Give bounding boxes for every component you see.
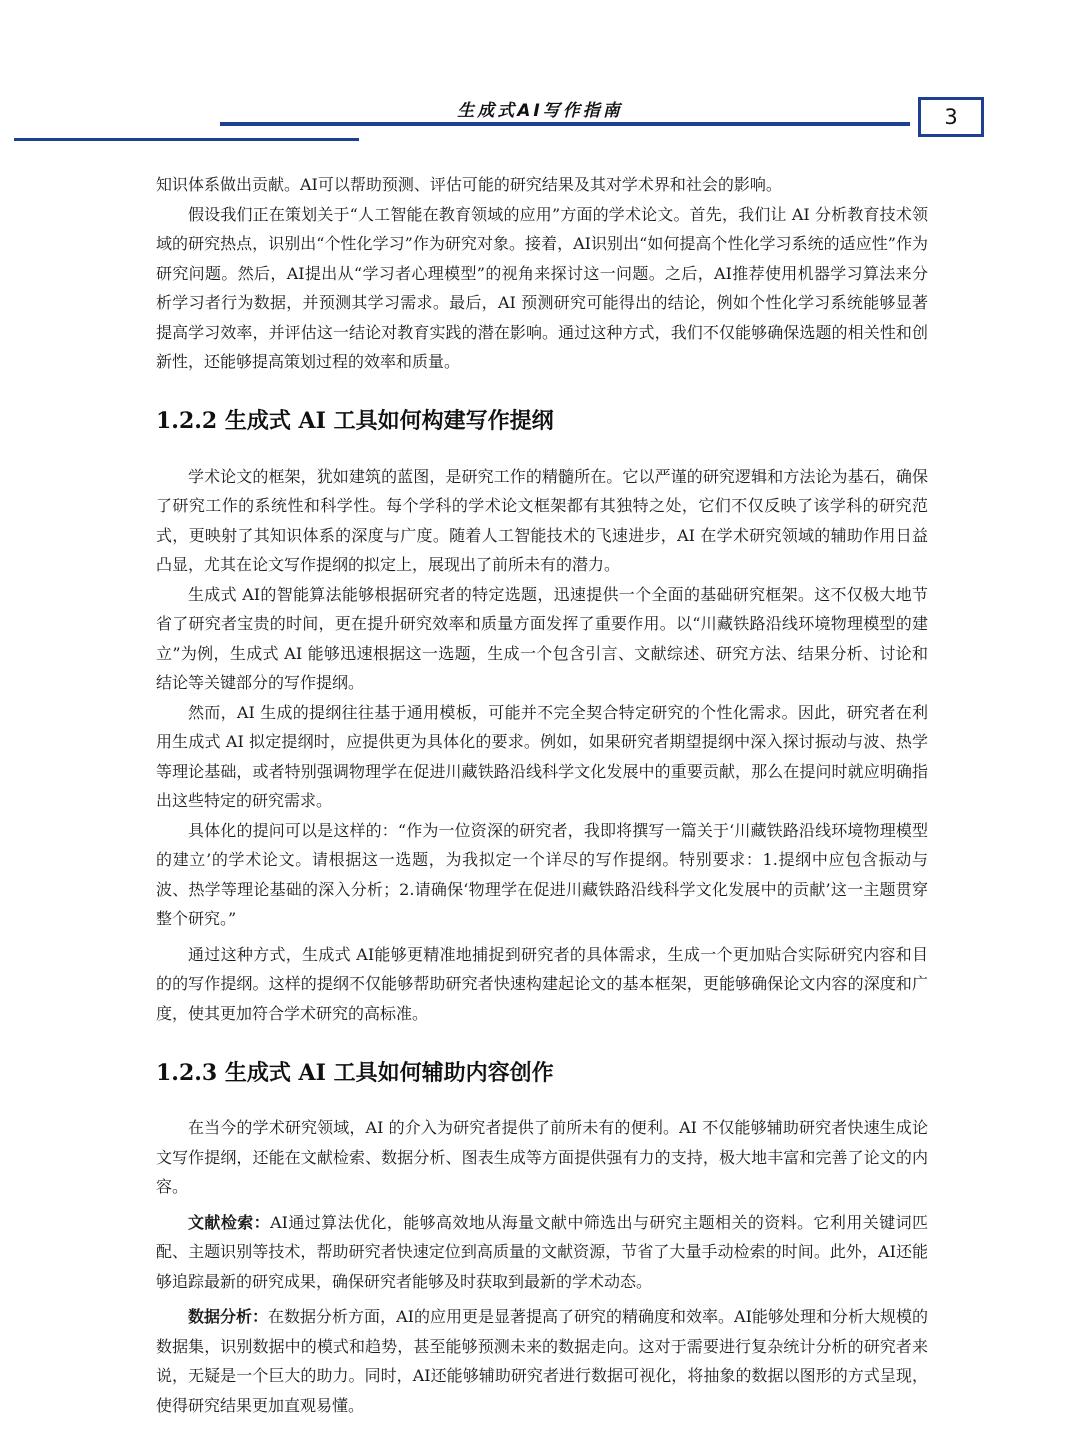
paragraph — [156, 1208, 928, 1297]
paragraph: 学术论文的框架，犹如建筑的蓝图，是研究工作的精髓所在。它以严谨的研究逻辑和方法论为基石，确保了研究工作的系统性和科学性。每个学科的学术论文框架都有其独特之处，它们不仅反映了该学科的研究范式，更映射了其知识体系的深度与广度。随着人工智能技术的飞速进步，AI 在学术研究领域的辅助作用日益凸显，尤其在论文写作提纲的拟定上，展现出了前所未有的潜力。 — [156, 466, 928, 574]
paragraph: 假设我们正在策划关于“人工智能在教育领域的应用”方面的学术论文。首先，我们让 AI 分析教育技术领域的研究热点，识别出“个性化学习”作为研究对象。接着，AI识别出“如何提高个性化学习系统的适应性”作为研究问题。然后，AI提出从“学习者心理模型”的视角来探讨这一问题。之后，AI推荐使用机器学习算法来分析学习者行为数据，并预测其学习需求。最后，AI 预测研究可能得出的结论，例如个性化学习系统能够显著提高学习效率，并评估这一结论对教育实践的潜在影响。通过这种方式，我们不仅能够确保选题的相关性和创新性，还能够提高策划过程的效率和质量。 — [156, 204, 928, 371]
paragraph-text: AI通过算法优化，能够高效地从海量文献中筛选出与研究主题相关的资料。它利用关键词匹配、主题识别等技术，帮助研究者快速定位到高质量的文献资源，节省了大量手动检索的时间。此外，AI还能够追踪最新的研究成果，确保研究者能够及时获取到最新的学术动态。 — [156, 1212, 928, 1291]
header-rule-thick — [220, 122, 910, 126]
paragraph — [156, 1302, 928, 1420]
section-heading-1-2-2: 1.2.2 生成式 AI 工具如何构建写作提纲 — [156, 407, 554, 434]
paragraph: 通过这种方式，生成式 AI能够更精准地捕捉到研究者的具体需求，生成一个更加贴合实际研究内容和目的的写作提纲。这样的提纲不仅能够帮助研究者快速构建起论文的基本框架，更能够确保论文内容的深度和广度，使其更加符合学术研究的高标准。 — [156, 944, 928, 1023]
paragraph: 知识体系做出贡献。AI可以帮助预测、评估可能的研究结果及其对学术界和社会的影响。 — [156, 175, 782, 194]
paragraph: 生成式 AI的智能算法能够根据研究者的特定选题，迅速提供一个全面的基础研究框架。这不仅极大地节省了研究者宝贵的时间，更在提升研究效率和质量方面发挥了重要作用。以“川藏铁路沿线环境物理模型的建立”为例，生成式 AI 能够迅速根据这一选题，生成一个包含引言、文献综述、研究方法、结果分析、讨论和结论等关键部分的写作提纲。 — [156, 584, 928, 692]
header-rule-thin — [14, 138, 359, 141]
term-data-analysis: 数据分析： — [188, 1307, 269, 1326]
term-literature-search: 文献检索： — [188, 1212, 271, 1232]
page-number: 3 — [944, 105, 958, 129]
page-number-box — [918, 97, 984, 137]
paragraph-text: 在数据分析方面，AI的应用更是显著提高了研究的精确度和效率。AI能够处理和分析大规模的数据集，识别数据中的模式和趋势，甚至能够预测未来的数据走向。这对于需要进行复杂统计分析的研究者来说，无疑是一个巨大的助力。同时，AI还能够辅助研究者进行数据可视化，将抽象的数据以图形的方式呈现，使得研究结果更加直观易懂。 — [156, 1307, 928, 1415]
paragraph: 在当今的学术研究领域，AI 的介入为研究者提供了前所未有的便利。AI 不仅能够辅助研究者快速生成论文写作提纲，还能在文献检索、数据分析、图表生成等方面提供强有力的支持，极大地丰富和完善了论文的内容。 — [156, 1118, 928, 1196]
paragraph: 然而，AI 生成的提纲往往基于通用模板，可能并不完全契合特定研究的个性化需求。因此，研究者在利用生成式 AI 拟定提纲时，应提供更为具体化的要求。例如，如果研究者期望提纲中深入探讨振动与波、热学等理论基础，或者特别强调物理学在促进川藏铁路沿线科学文化发展中的重要贡献，那么在提问时就应明确指出这些特定的研究需求。 — [156, 702, 928, 810]
running-title: 生成式AI写作指南 — [457, 101, 623, 121]
section-heading-1-2-3: 1.2.3 生成式 AI 工具如何辅助内容创作 — [156, 1060, 554, 1086]
body-text — [156, 170, 928, 1420]
paragraph: 具体化的提问可以是这样的：“作为一位资深的研究者，我即将撰写一篇关于‘川藏铁路沿线环境物理模型的建立’的学术论文。请根据这一选题，为我拟定一个详尽的写作提纲。特别要求：1.提纲中应包含振动与波、热学等理论基础的深入分析；2.请确保‘物理学在促进川藏铁路沿线科学文化发展中的贡献’这一主题贯穿整个研究。” — [156, 820, 928, 928]
